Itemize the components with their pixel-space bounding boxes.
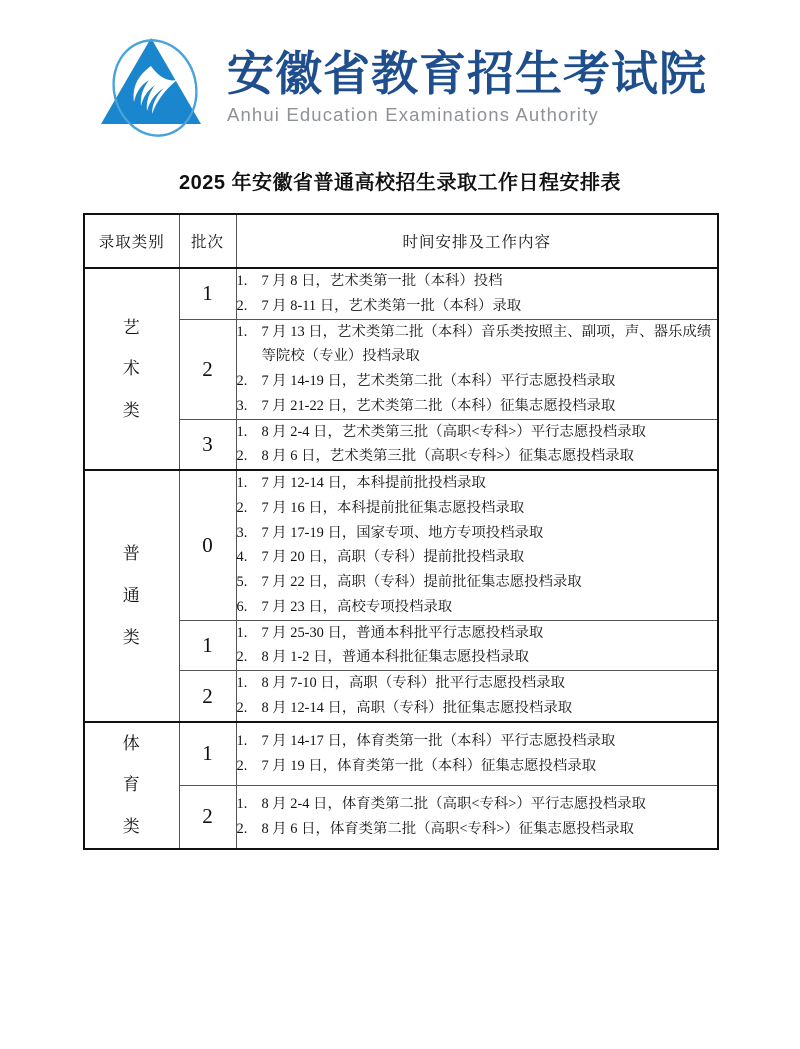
table-row	[84, 268, 718, 319]
category-label-char: 术	[122, 359, 141, 379]
schedule-item-list	[237, 269, 718, 319]
schedule-item-list	[237, 320, 718, 419]
schedule-item-text: 7 月 14-17 日，体育类第一批（本科）平行志愿投档录取	[261, 732, 616, 749]
schedule-item-text: 8 月 2-4 日，体育类第二批（高职<专科>）平行志愿投档录取	[261, 795, 646, 812]
admission-schedule-table	[83, 213, 719, 850]
category-cell	[84, 268, 179, 470]
content-cell	[236, 470, 718, 620]
schedule-item	[237, 444, 718, 469]
schedule-item-marker: 2.	[236, 820, 248, 837]
schedule-item-text: 7 月 13 日，艺术类第二批（本科）音乐类按照主、副项，声、器乐成绩等院校（专业）投档录取	[261, 323, 712, 365]
schedule-item	[237, 621, 718, 646]
schedule-item	[237, 471, 718, 496]
table-row	[84, 671, 718, 722]
category-label-char: 类	[122, 400, 141, 420]
content-cell	[236, 722, 718, 785]
schedule-item-marker: 2.	[236, 649, 248, 666]
schedule-item-list	[237, 729, 718, 779]
content-cell	[236, 671, 718, 722]
schedule-item	[237, 420, 718, 445]
schedule-item-text: 7 月 19 日，体育类第一批（本科）征集志愿投档录取	[261, 757, 597, 774]
schedule-item-marker: 1.	[236, 795, 248, 812]
schedule-item	[237, 369, 718, 394]
schedule-item	[237, 294, 718, 319]
schedule-item-marker: 1.	[236, 273, 248, 289]
schedule-item-marker: 1.	[236, 675, 248, 692]
category-label-char: 类	[122, 817, 141, 837]
schedule-item-text: 8 月 6 日，体育类第二批（高职<专科>）征集志愿投档录取	[261, 820, 634, 837]
schedule-item	[237, 394, 718, 419]
schedule-item-text: 8 月 7-10 日，高职（专科）批平行志愿投档录取	[261, 675, 565, 692]
category-label-char: 艺	[122, 317, 141, 337]
category-label-char: 育	[122, 775, 141, 795]
table-body	[84, 268, 718, 849]
category-cell	[84, 722, 179, 849]
content-cell	[236, 785, 718, 848]
schedule-item	[237, 754, 718, 779]
category-label	[85, 533, 179, 658]
anhui-education-exams-authority-logo	[93, 26, 213, 144]
schedule-item-marker: 3.	[236, 397, 248, 414]
schedule-item-text: 8 月 12-14 日，高职（专科）批征集志愿投档录取	[261, 700, 573, 717]
schedule-item-marker: 1.	[236, 323, 248, 340]
schedule-item-marker: 1.	[236, 475, 248, 492]
schedule-item	[237, 496, 718, 521]
batch-cell: 2	[179, 785, 236, 848]
schedule-item	[237, 545, 718, 570]
category-label	[85, 307, 179, 432]
table-row	[84, 620, 718, 671]
schedule-item	[237, 595, 718, 620]
schedule-item-marker: 2.	[236, 700, 248, 717]
column-header-content: 时间安排及工作内容	[236, 214, 718, 268]
schedule-item	[237, 792, 718, 817]
site-masthead	[0, 0, 800, 144]
batch-cell: 1	[179, 620, 236, 671]
content-cell	[236, 419, 718, 470]
schedule-item-marker: 4.	[236, 549, 248, 566]
schedule-item	[237, 570, 718, 595]
schedule-item-list	[237, 671, 718, 721]
column-header-category: 录取类别	[84, 214, 179, 268]
brand-text-block	[227, 48, 707, 126]
schedule-item-marker: 2.	[236, 297, 248, 314]
table-row	[84, 419, 718, 470]
schedule-item-marker: 2.	[236, 448, 248, 465]
category-label-char: 通	[122, 586, 141, 606]
page-title: 2025 年安徽省普通高校招生录取工作日程安排表	[178, 172, 622, 194]
category-label-char: 类	[122, 627, 141, 647]
schedule-item	[237, 645, 718, 670]
schedule-item-marker: 2.	[236, 499, 248, 516]
table-row	[84, 722, 718, 785]
schedule-item-text: 7 月 8-11 日，艺术类第一批（本科）录取	[261, 297, 522, 314]
batch-cell: 2	[179, 671, 236, 722]
schedule-item-text: 7 月 17-19 日，国家专项、地方专项投档录取	[261, 524, 544, 541]
schedule-item-list	[237, 420, 718, 470]
schedule-item-text: 7 月 21-22 日，艺术类第二批（本科）征集志愿投档录取	[261, 397, 616, 414]
batch-cell: 1	[179, 722, 236, 785]
schedule-item-text: 7 月 12-14 日，本科提前批投档录取	[261, 475, 486, 492]
schedule-item-marker: 6.	[236, 598, 248, 615]
schedule-item	[237, 817, 718, 842]
batch-cell: 3	[179, 419, 236, 470]
schedule-item-marker: 2.	[236, 373, 248, 390]
table-row	[84, 785, 718, 848]
schedule-item-text: 7 月 20 日，高职（专科）提前批投档录取	[261, 549, 525, 566]
schedule-item-list	[237, 621, 718, 671]
schedule-item-marker: 1.	[236, 624, 248, 641]
schedule-item	[237, 696, 718, 721]
schedule-item	[237, 671, 718, 696]
content-cell	[236, 620, 718, 671]
category-label-char: 普	[122, 544, 141, 564]
schedule-item-text: 7 月 25-30 日，普通本科批平行志愿投档录取	[261, 624, 544, 641]
schedule-item-marker: 1.	[236, 732, 248, 749]
table-header-row	[84, 214, 718, 268]
schedule-item-marker: 5.	[236, 574, 248, 591]
schedule-item-marker: 2.	[236, 757, 248, 774]
schedule-item	[237, 729, 718, 754]
category-cell	[84, 470, 179, 722]
table-row	[84, 470, 718, 620]
schedule-item-list	[237, 792, 718, 842]
schedule-item-text: 7 月 22 日，高职（专科）提前批征集志愿投档录取	[261, 574, 582, 591]
schedule-item	[237, 521, 718, 546]
schedule-item-text: 7 月 8 日，艺术类第一批（本科）投档	[261, 273, 503, 289]
schedule-item-text: 8 月 6 日，艺术类第三批（高职<专科>）征集志愿投档录取	[261, 448, 634, 465]
content-cell	[236, 319, 718, 419]
brand-name-chinese: 安徽省教育招生考试院	[227, 47, 707, 101]
category-label	[85, 723, 179, 848]
table-row	[84, 319, 718, 419]
schedule-item-marker: 1.	[236, 423, 248, 440]
content-cell	[236, 268, 718, 319]
schedule-item-text: 8 月 1-2 日，普通本科批征集志愿投档录取	[261, 649, 529, 666]
category-label-char: 体	[122, 733, 141, 753]
schedule-item-marker: 3.	[236, 524, 248, 541]
batch-cell: 1	[179, 268, 236, 319]
batch-cell: 2	[179, 319, 236, 419]
schedule-table-container	[83, 213, 717, 850]
schedule-item-text: 8 月 2-4 日，艺术类第三批（高职<专科>）平行志愿投档录取	[261, 423, 646, 440]
brand-name-english: Anhui Education Examinations Authority	[227, 103, 599, 125]
schedule-item-text: 7 月 16 日，本科提前批征集志愿投档录取	[261, 499, 525, 516]
schedule-item-text: 7 月 23 日，高校专项投档录取	[261, 598, 453, 615]
table-header	[84, 214, 718, 268]
column-header-batch: 批次	[179, 214, 236, 268]
batch-cell: 0	[179, 470, 236, 620]
schedule-item-list	[237, 471, 718, 620]
schedule-item	[237, 269, 718, 294]
schedule-item-text: 7 月 14-19 日，艺术类第二批（本科）平行志愿投档录取	[261, 373, 616, 390]
schedule-item	[237, 320, 718, 370]
